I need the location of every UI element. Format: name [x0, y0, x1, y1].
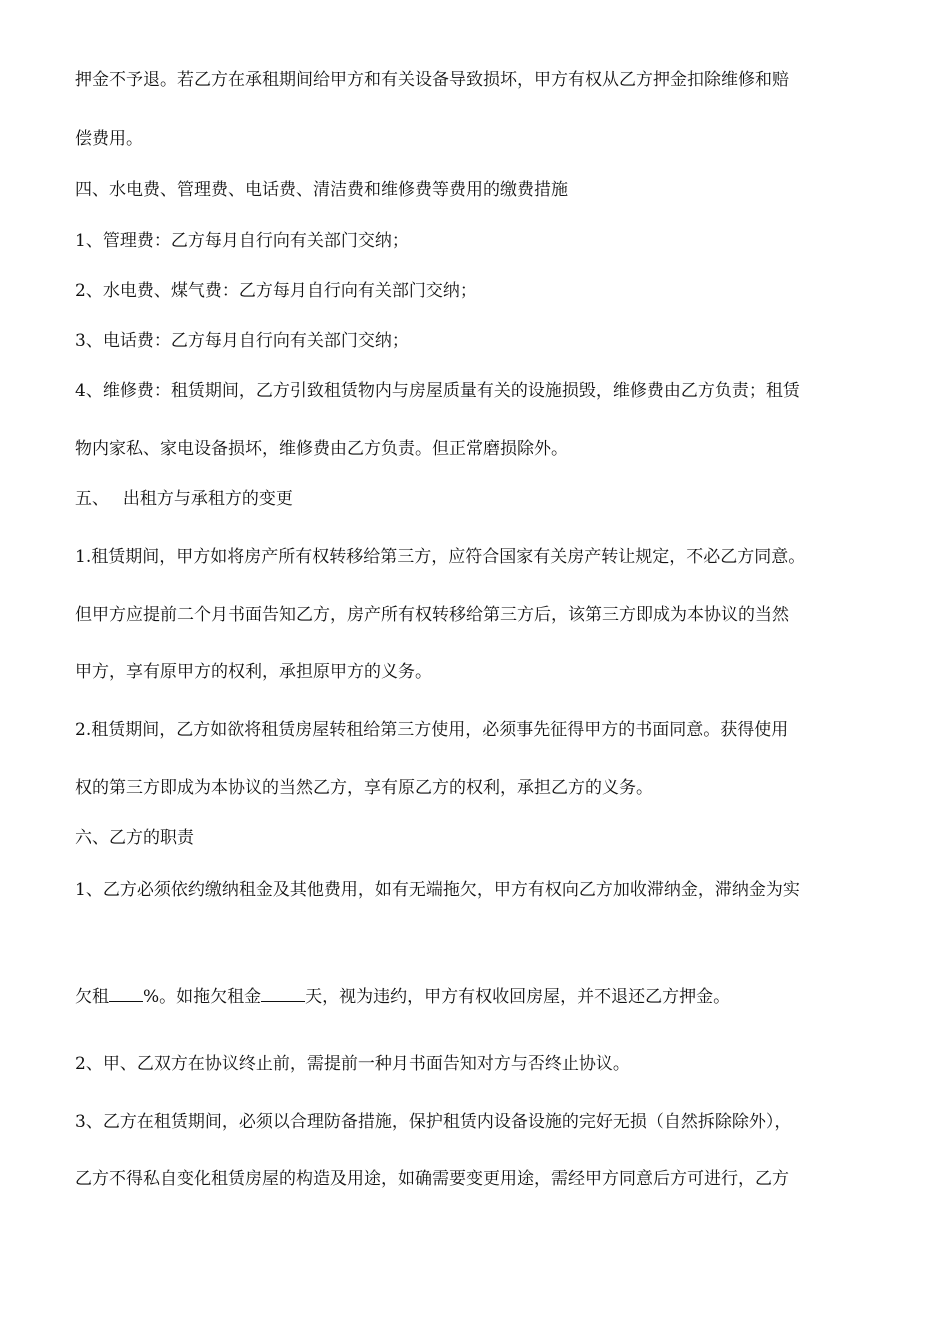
late-fee-text: 天，视为违约，甲方有权收回房屋，并不退还乙方押金。: [305, 987, 731, 1007]
late-fee-line: [75, 984, 730, 1009]
paragraph-line: 押金不予退。若乙方在承租期间给甲方和有关设备导致损坏，甲方有权从乙方押金扣除维修和赔: [75, 70, 789, 90]
paragraph-line: 物内家私、家电设备损坏，维修费由乙方负责。但正常磨损除外。: [75, 439, 568, 459]
paragraph-line: 但甲方应提前二个月书面告知乙方，房产所有权转移给第三方后，该第三方即成为本协议的当然: [75, 605, 789, 625]
list-item: 2、水电费、煤气费：乙方每月自行向有关部门交纳；: [75, 281, 477, 301]
paragraph-line: 2.租赁期间，乙方如欲将租赁房屋转租给第三方使用，必须事先征得甲方的书面同意。获得使用: [75, 720, 789, 740]
section-heading: 四、水电费、管理费、电话费、清洁费和维修费等费用的缴费措施: [75, 180, 568, 200]
list-item: 4、维修费：租赁期间，乙方引致租赁物内与房屋质量有关的设施损毁，维修费由乙方负责；租赁: [75, 381, 800, 401]
paragraph-line: 1.租赁期间，甲方如将房产所有权转移给第三方，应符合国家有关房产转让规定，不必乙方同意。: [75, 547, 806, 567]
list-item: 1、管理费：乙方每月自行向有关部门交纳；: [75, 231, 409, 251]
paragraph-line: 乙方不得私自变化租赁房屋的构造及用途，如确需要变更用途，需经甲方同意后方可进行，乙方: [75, 1169, 789, 1189]
paragraph-line: 偿费用。: [75, 129, 143, 149]
section-heading: 五、 出租方与承租方的变更: [75, 489, 293, 509]
percent-blank: [109, 984, 143, 1002]
paragraph-line: 1、乙方必须依约缴纳租金及其他费用，如有无端拖欠，甲方有权向乙方加收滞纳金，滞纳金为实: [75, 880, 800, 900]
days-blank: [261, 984, 305, 1002]
late-fee-text: 欠租: [75, 987, 109, 1007]
list-item: 3、电话费：乙方每月自行向有关部门交纳；: [75, 331, 409, 351]
section-heading: 六、乙方的职责: [75, 828, 194, 848]
paragraph-line: 权的第三方即成为本协议的当然乙方，享有原乙方的权利，承担乙方的义务。: [75, 778, 653, 798]
list-item: 2、甲、乙双方在协议终止前，需提前一种月书面告知对方与否终止协议。: [75, 1054, 630, 1074]
late-fee-text: %。如拖欠租金: [143, 987, 262, 1007]
list-item: 3、乙方在租赁期间，必须以合理防备措施，保护租赁内设备设施的完好无损（自然拆除除外），: [75, 1112, 792, 1132]
paragraph-line: 甲方，享有原甲方的权利，承担原甲方的义务。: [75, 662, 432, 682]
